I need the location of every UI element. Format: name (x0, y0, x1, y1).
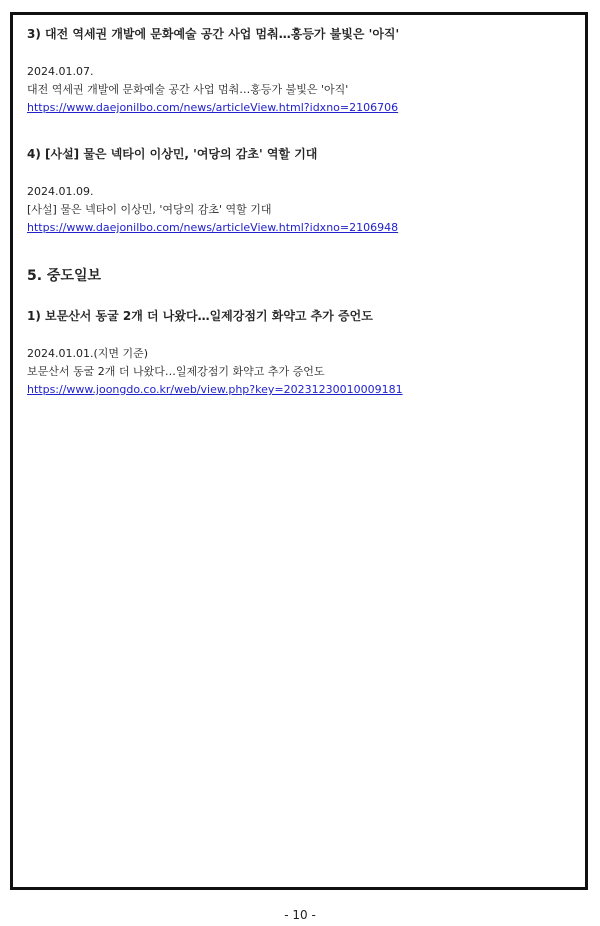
article-3-title: 3) 대전 역세권 개발에 문화예술 공간 사업 멈춰…홍등가 불빛은 '아직' (27, 27, 400, 41)
page-number: - 10 - (284, 908, 316, 922)
document-content (27, 25, 571, 427)
article-3-ref-title: 대전 역세권 개발에 문화예술 공간 사업 멈춰…홍등가 불빛은 '아직' (27, 83, 349, 96)
article-4 (27, 145, 571, 237)
article-4-link[interactable]: https://www.daejonilbo.com/news/articleView.html?idxno=2106948 (27, 221, 399, 234)
article-5-1-date: 2024.01.01.(지면 기준) (27, 347, 149, 360)
article-4-date: 2024.01.09. (27, 185, 94, 198)
article-5-1 (27, 307, 571, 399)
article-3-date: 2024.01.07. (27, 65, 94, 78)
article-4-title: 4) [사설] 물은 넥타이 이상민, '여당의 감초' 역할 기대 (27, 147, 318, 161)
article-3 (27, 25, 571, 117)
article-5-1-ref-title: 보문산서 동굴 2개 더 나왔다…일제강점기 화약고 추가 증언도 (27, 365, 325, 378)
section-heading-5: 5. 중도일보 (27, 268, 102, 284)
article-4-ref-title: [사설] 물은 넥타이 이상민, '여당의 감초' 역할 기대 (27, 203, 272, 216)
document-frame (10, 12, 588, 890)
article-3-link[interactable]: https://www.daejonilbo.com/news/articleView.html?idxno=2106706 (27, 101, 399, 114)
article-5-1-title: 1) 보문산서 동굴 2개 더 나왔다…일제강점기 화약고 추가 증언도 (27, 309, 373, 323)
article-5-1-link[interactable]: https://www.joongdo.co.kr/web/view.php?key=20231230010009181 (27, 383, 403, 396)
